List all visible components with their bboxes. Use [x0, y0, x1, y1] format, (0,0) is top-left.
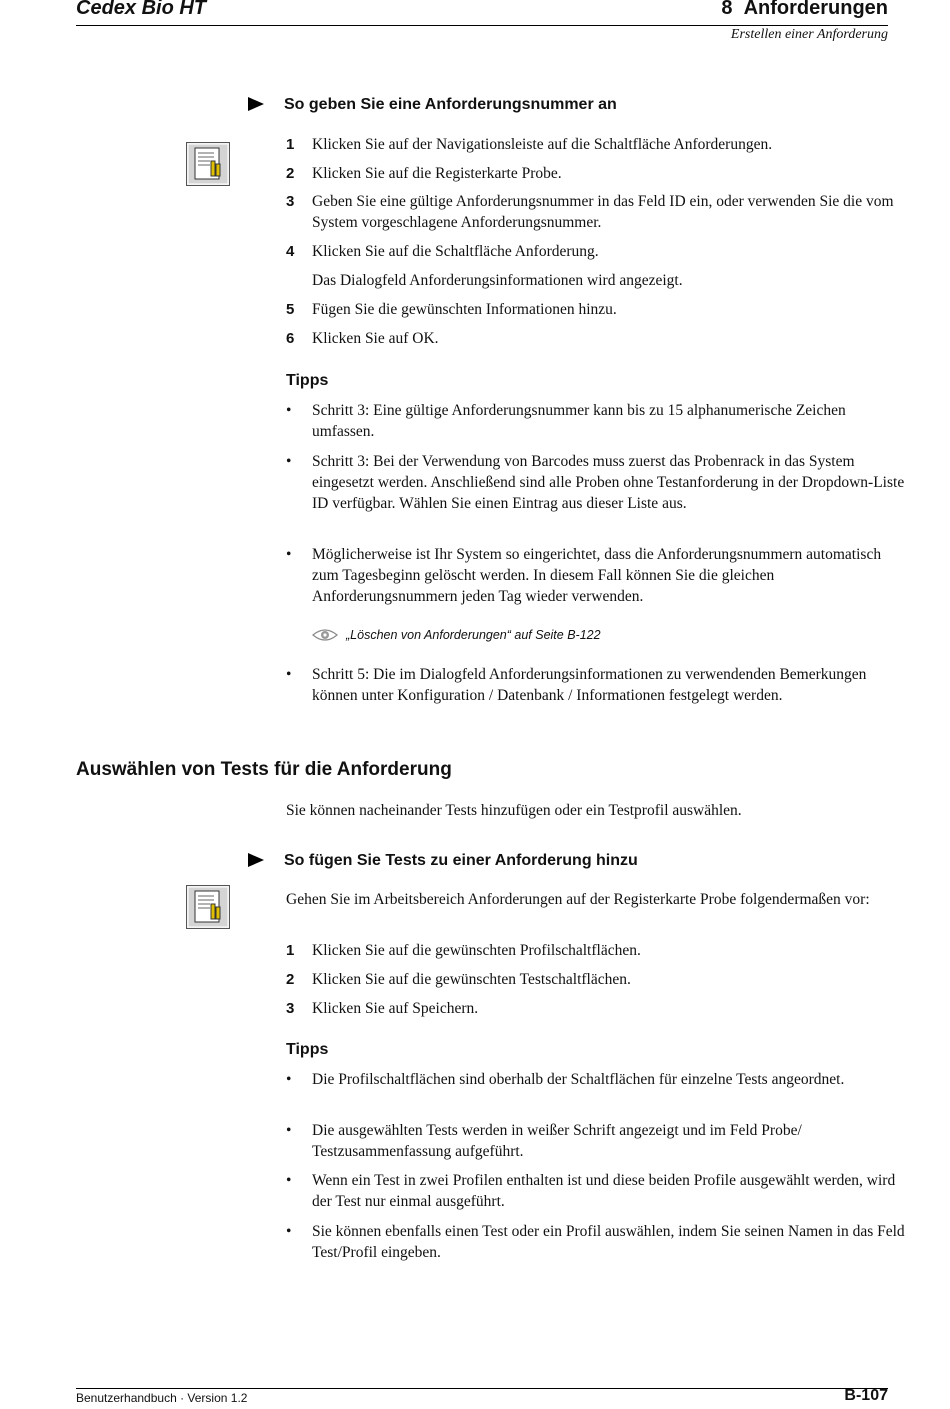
footer-manual-version: Benutzerhandbuch · Version 1.2 [76, 1391, 248, 1405]
footer-rule [76, 1388, 888, 1389]
step-item [286, 134, 906, 155]
tip-text: Möglicherweise ist Ihr System so eingerichtet, dass die Anforderungsnummern automatisch zum Tagesbeginn gelöscht werden. In diesem Fall können Sie die gleichen Anforderungsnummern jeden Tag wieder verwenden. [312, 546, 882, 605]
procedure-title: So fügen Sie Tests zu einer Anforderung hinzu [284, 852, 638, 869]
step-item [286, 163, 906, 184]
step-text: Klicken Sie auf der Navigationsleiste auf die Schaltfläche Anforderungen. [312, 136, 773, 153]
page-number: B-107 [844, 1387, 888, 1404]
bullet-icon: • [286, 1122, 292, 1139]
step-number: 1 [286, 942, 295, 959]
cross-reference-text[interactable]: „Löschen von Anforderungen“ auf Seite B-122 [346, 628, 601, 642]
step-number: 1 [286, 136, 295, 153]
bullet-icon: • [286, 1172, 292, 1189]
step-result: Das Dialogfeld Anforderungsinformationen wird angezeigt. [312, 272, 683, 289]
procedure-arrow-icon [248, 853, 264, 867]
tip-text: Die ausgewählten Tests werden in weißer Schrift angezeigt und im Feld Probe/ Testzusammenfassung aufgeführt. [312, 1122, 802, 1160]
tip-text: Schritt 3: Eine gültige Anforderungsnummer kann bis zu 15 alphanumerische Zeichen umfassen. [312, 402, 846, 440]
step-item [286, 241, 906, 262]
tip-item [286, 1120, 906, 1162]
step-item [286, 969, 906, 990]
procedure-title: So geben Sie eine Anforderungsnummer an [284, 96, 617, 113]
step-text: Geben Sie eine gültige Anforderungsnummer in das Feld ID ein, oder verwenden Sie die vom System vorgeschlagene Anforderungsnummer. [312, 193, 894, 231]
step-item [286, 998, 906, 1019]
procedure-intro: Gehen Sie im Arbeitsbereich Anforderungen auf der Registerkarte Probe folgendermaßen vor: [286, 891, 870, 908]
tip-text: Schritt 5: Die im Dialogfeld Anforderungsinformationen zu verwendenden Bemerkungen können unter Konfiguration / Datenbank / Informationen festgelegt werden. [312, 666, 867, 704]
cross-reference[interactable] [312, 627, 601, 643]
step-text: Fügen Sie die gewünschten Informationen hinzu. [312, 301, 617, 318]
bullet-icon: • [286, 402, 292, 419]
bullet-icon: • [286, 1223, 292, 1240]
header-chapter-title: Anforderungen [743, 0, 888, 19]
step-item [286, 940, 906, 961]
tip-item [286, 451, 906, 514]
section-intro: Sie können nacheinander Tests hinzufügen oder ein Testprofil auswählen. [286, 802, 742, 819]
bullet-icon: • [286, 453, 292, 470]
bullet-icon: • [286, 1071, 292, 1088]
step-text: Klicken Sie auf OK. [312, 330, 439, 347]
bullet-icon: • [286, 666, 292, 683]
step-number: 4 [286, 243, 295, 260]
procedure-arrow-icon [248, 97, 264, 111]
step-item [286, 299, 906, 320]
request-sheet-icon [186, 142, 230, 186]
procedure-heading-1 [248, 96, 617, 114]
bullet-icon: • [286, 546, 292, 563]
section-heading: Auswählen von Tests für die Anforderung [76, 759, 452, 780]
step-item [286, 328, 906, 349]
tip-text: Wenn ein Test in zwei Profilen enthalten ist und diese beiden Profile ausgewählt werden, wird der Test nur einmal ausgeführt. [312, 1172, 896, 1210]
tip-item [286, 1170, 906, 1212]
step-number: 6 [286, 330, 295, 347]
tip-text: Sie können ebenfalls einen Test oder ein Profil auswählen, indem Sie seinen Namen in das Feld Test/Profil eingeben. [312, 1223, 905, 1261]
tip-item [286, 664, 906, 706]
header-chapter [721, 0, 888, 20]
step-number: 2 [286, 165, 295, 182]
step-text: Klicken Sie auf die Schaltfläche Anforderung. [312, 243, 599, 260]
step-number: 3 [286, 193, 295, 210]
step-text: Klicken Sie auf Speichern. [312, 1000, 479, 1017]
header-chapter-number: 8 [721, 0, 733, 19]
header-product: Cedex Bio HT [76, 0, 207, 19]
step-text: Klicken Sie auf die Registerkarte Probe. [312, 165, 562, 182]
header-rule [76, 25, 888, 26]
tip-text: Die Profilschaltflächen sind oberhalb der Schaltflächen für einzelne Tests angeordnet. [312, 1071, 845, 1088]
tips-heading: Tipps [286, 1041, 329, 1058]
request-sheet-icon [186, 885, 230, 929]
tips-heading: Tipps [286, 372, 329, 389]
tip-item [286, 1069, 906, 1090]
tip-item [286, 1221, 906, 1263]
step-item [286, 191, 906, 233]
step-number: 5 [286, 301, 295, 318]
header-section: Erstellen einer Anforderung [730, 27, 888, 42]
procedure-heading-2 [248, 852, 638, 870]
tip-item [286, 400, 906, 442]
tip-text: Schritt 3: Bei der Verwendung von Barcodes muss zuerst das Probenrack in das System eingesetzt werden. Anschließend sind alle Proben ohne Testanforderung in der Dropdown-Liste ID verfügbar. Wählen Sie einen Eintrag aus dieser Liste aus. [312, 453, 905, 512]
step-number: 2 [286, 971, 295, 988]
eye-icon [312, 627, 338, 643]
step-text: Klicken Sie auf die gewünschten Profilschaltflächen. [312, 942, 641, 959]
tip-item [286, 544, 906, 607]
step-text: Klicken Sie auf die gewünschten Testschaltflächen. [312, 971, 631, 988]
step-number: 3 [286, 1000, 295, 1017]
